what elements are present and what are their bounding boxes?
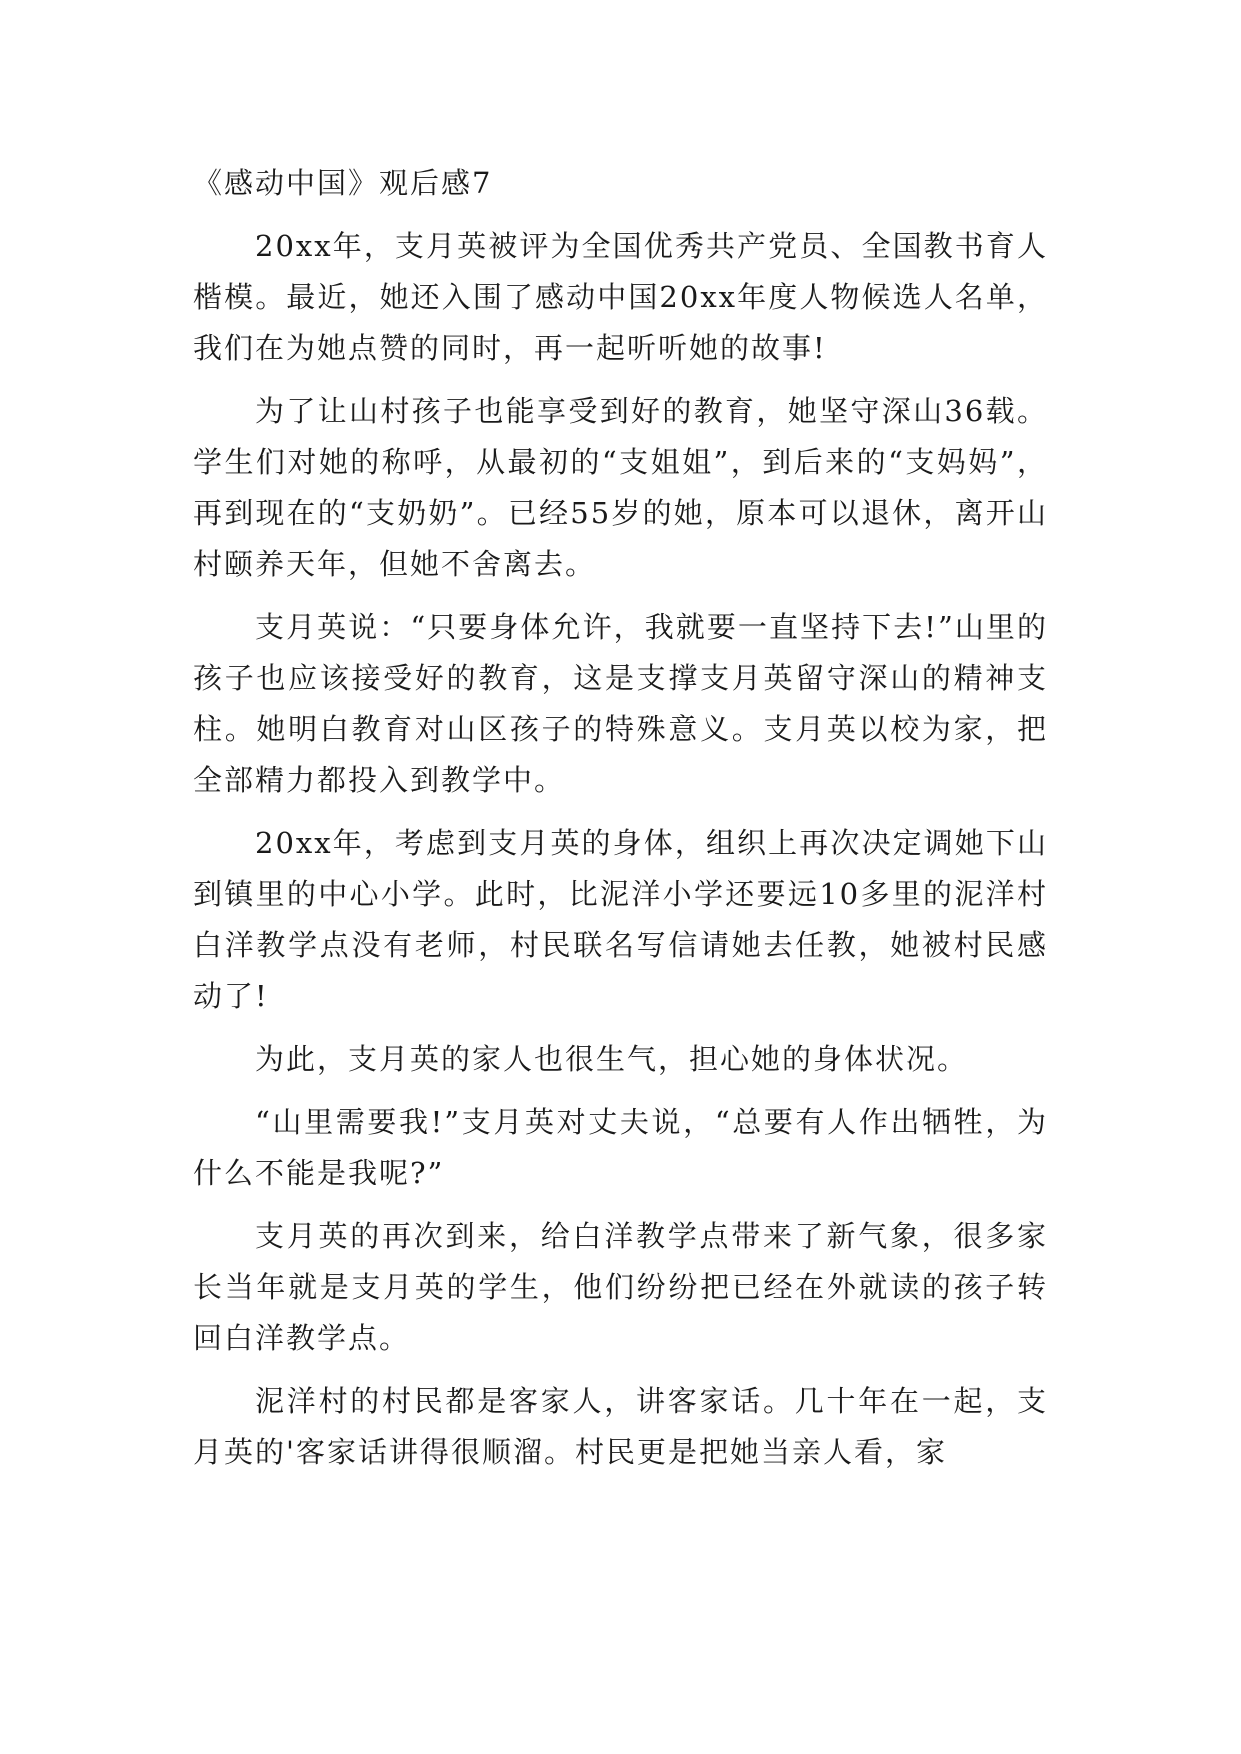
document-title: 《感动中国》观后感7 — [193, 166, 493, 200]
paragraph-6: “山里需要我!”支月英对丈夫说，“总要有人作出牺牲，为什么不能是我呢?” — [193, 1105, 1048, 1190]
paragraph-2: 为了让山村孩子也能享受到好的教育，她坚守深山36载。学生们对她的称呼，从最初的“支姐姐”，到后来的“支妈妈”，再到现在的“支奶奶”。已经55岁的她，原本可以退休，离开山村颐养天年，但她不舍离去。 — [193, 394, 1048, 581]
paragraph-4: 20xx年，考虑到支月英的身体，组织上再次决定调她下山到镇里的中心小学。此时，比泥洋小学还要远10多里的泥洋村白洋教学点没有老师，村民联名写信请她去任教，她被村民感动了! — [193, 826, 1048, 1013]
paragraph-8: 泥洋村的村民都是客家人，讲客家话。几十年在一起，支月英的'客家话讲得很顺溜。村民更是把她当亲人看，家 — [193, 1384, 1048, 1469]
document-body — [193, 158, 1048, 1490]
paragraph-3: 支月英说：“只要身体允许，我就要一直坚持下去!”山里的孩子也应该接受好的教育，这是支撑支月英留守深山的精神支柱。她明白教育对山区孩子的特殊意义。支月英以校为家，把全部精力都投入到教学中。 — [193, 610, 1048, 797]
paragraph-5: 为此，支月英的家人也很生气，担心她的身体状况。 — [255, 1042, 969, 1076]
paragraph-7: 支月英的再次到来，给白洋教学点带来了新气象，很多家长当年就是支月英的学生，他们纷纷把已经在外就读的孩子转回白洋教学点。 — [193, 1219, 1048, 1355]
paragraph-1: 20xx年，支月英被评为全国优秀共产党员、全国教书育人楷模。最近，她还入围了感动中国20xx年度人物候选人名单，我们在为她点赞的同时，再一起听听她的故事! — [193, 229, 1048, 365]
